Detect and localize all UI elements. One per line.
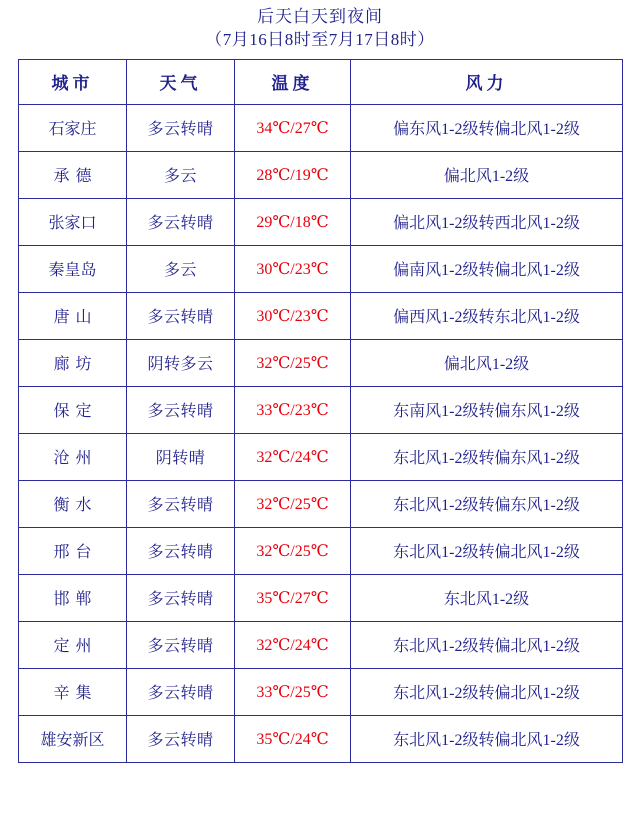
- cell-city: [19, 621, 127, 668]
- weather-table: [18, 59, 623, 763]
- cell-temperature: [235, 574, 351, 621]
- cell-weather: [127, 527, 235, 574]
- cell-weather: [127, 292, 235, 339]
- column-header-weather: 天气: [127, 59, 235, 104]
- city-name: 保定: [53, 403, 98, 421]
- page-subtitle: （7月16日8时至7月17日8时）: [205, 29, 435, 49]
- weather-condition: 多云转晴: [147, 121, 214, 139]
- cell-wind: [351, 245, 623, 292]
- cell-temperature: [235, 339, 351, 386]
- cell-city: [19, 151, 127, 198]
- weather-condition: 多云转晴: [147, 544, 214, 562]
- temperature-range: 33℃/25℃: [256, 683, 329, 701]
- wind-description: 东北风1-2级: [443, 591, 530, 609]
- temperature-range: 32℃/24℃: [256, 636, 329, 654]
- table-row: [19, 151, 623, 198]
- wind-description: 偏北风1-2级转西北风1-2级: [393, 215, 580, 233]
- cell-city: [19, 198, 127, 245]
- cell-wind: [351, 151, 623, 198]
- column-header-city: 城市: [19, 59, 127, 104]
- wind-description: 东北风1-2级转偏东风1-2级: [393, 450, 580, 468]
- cell-weather: [127, 339, 235, 386]
- wind-description: 东北风1-2级转偏北风1-2级: [393, 638, 580, 656]
- temperature-range: 30℃/23℃: [256, 260, 329, 278]
- temperature-range: 28℃/19℃: [256, 166, 329, 184]
- table-row: [19, 480, 623, 527]
- temperature-range: 32℃/25℃: [256, 542, 329, 560]
- cell-temperature: [235, 292, 351, 339]
- cell-temperature: [235, 668, 351, 715]
- cell-wind: [351, 574, 623, 621]
- cell-weather: [127, 574, 235, 621]
- cell-city: [19, 668, 127, 715]
- weather-condition: 多云: [163, 262, 197, 280]
- cell-temperature: [235, 433, 351, 480]
- table-row: [19, 104, 623, 151]
- temperature-range: 30℃/23℃: [256, 307, 329, 325]
- cell-city: [19, 527, 127, 574]
- cell-temperature: [235, 151, 351, 198]
- table-header: [19, 59, 623, 104]
- cell-weather: [127, 151, 235, 198]
- cell-city: [19, 715, 127, 762]
- cell-wind: [351, 339, 623, 386]
- table-row: [19, 292, 623, 339]
- city-name: 邢台: [53, 544, 98, 562]
- city-name: 定州: [53, 638, 98, 656]
- city-name: 秦皇岛: [48, 262, 97, 280]
- cell-wind: [351, 198, 623, 245]
- cell-temperature: [235, 480, 351, 527]
- cell-city: [19, 104, 127, 151]
- table-row: [19, 574, 623, 621]
- city-name: 雄安新区: [40, 732, 105, 750]
- wind-description: 偏西风1-2级转东北风1-2级: [393, 309, 580, 327]
- wind-description: 东南风1-2级转偏东风1-2级: [393, 403, 580, 421]
- weather-condition: 多云转晴: [147, 309, 214, 327]
- cell-weather: [127, 715, 235, 762]
- column-header-wind: 风力: [351, 59, 623, 104]
- temperature-range: 32℃/24℃: [256, 448, 329, 466]
- cell-weather: [127, 621, 235, 668]
- cell-weather: [127, 668, 235, 715]
- table-row: [19, 527, 623, 574]
- wind-description: 东北风1-2级转偏北风1-2级: [393, 544, 580, 562]
- city-name: 承德: [53, 168, 98, 186]
- city-name: 张家口: [48, 215, 97, 233]
- cell-city: [19, 574, 127, 621]
- cell-temperature: [235, 715, 351, 762]
- table-row: [19, 433, 623, 480]
- temperature-range: 34℃/27℃: [256, 119, 329, 137]
- city-name: 石家庄: [48, 121, 97, 139]
- cell-city: [19, 339, 127, 386]
- wind-description: 偏东风1-2级转偏北风1-2级: [393, 121, 580, 139]
- cell-wind: [351, 386, 623, 433]
- cell-weather: [127, 198, 235, 245]
- weather-condition: 多云转晴: [147, 497, 214, 515]
- table-row: [19, 339, 623, 386]
- cell-wind: [351, 668, 623, 715]
- cell-temperature: [235, 198, 351, 245]
- temperature-range: 32℃/25℃: [256, 495, 329, 513]
- cell-city: [19, 292, 127, 339]
- wind-description: 东北风1-2级转偏北风1-2级: [393, 732, 580, 750]
- table-row: [19, 245, 623, 292]
- city-name: 沧州: [53, 450, 98, 468]
- table-row: [19, 621, 623, 668]
- cell-wind: [351, 621, 623, 668]
- cell-city: [19, 245, 127, 292]
- temperature-range: 35℃/27℃: [256, 589, 329, 607]
- cell-city: [19, 433, 127, 480]
- cell-temperature: [235, 527, 351, 574]
- city-name: 衡水: [53, 497, 98, 515]
- page-title: 后天白天到夜间: [257, 7, 383, 26]
- weather-condition: 多云转晴: [147, 215, 214, 233]
- weather-condition: 多云转晴: [147, 685, 214, 703]
- column-header-temperature: 温度: [235, 59, 351, 104]
- temperature-range: 33℃/23℃: [256, 401, 329, 419]
- city-name: 廊坊: [53, 356, 98, 374]
- weather-condition: 多云: [163, 168, 197, 186]
- wind-description: 东北风1-2级转偏东风1-2级: [393, 497, 580, 515]
- table-row: [19, 668, 623, 715]
- cell-weather: [127, 104, 235, 151]
- cell-city: [19, 386, 127, 433]
- table-row: [19, 386, 623, 433]
- cell-city: [19, 480, 127, 527]
- wind-description: 偏北风1-2级: [443, 356, 530, 374]
- table-header-row: [19, 59, 623, 104]
- cell-temperature: [235, 245, 351, 292]
- weather-condition: 多云转晴: [147, 732, 214, 750]
- wind-description: 偏北风1-2级: [443, 168, 530, 186]
- cell-weather: [127, 433, 235, 480]
- city-name: 辛集: [53, 685, 98, 703]
- temperature-range: 32℃/25℃: [256, 354, 329, 372]
- cell-wind: [351, 715, 623, 762]
- table-row: [19, 198, 623, 245]
- table-body: [19, 104, 623, 762]
- cell-weather: [127, 386, 235, 433]
- cell-wind: [351, 292, 623, 339]
- cell-temperature: [235, 104, 351, 151]
- cell-wind: [351, 480, 623, 527]
- cell-temperature: [235, 621, 351, 668]
- wind-description: 东北风1-2级转偏北风1-2级: [393, 685, 580, 703]
- cell-wind: [351, 433, 623, 480]
- cell-temperature: [235, 386, 351, 433]
- cell-weather: [127, 480, 235, 527]
- cell-weather: [127, 245, 235, 292]
- title-block: [18, 6, 622, 52]
- wind-description: 偏南风1-2级转偏北风1-2级: [393, 262, 580, 280]
- weather-condition: 阴转晴: [155, 450, 206, 468]
- table-row: [19, 715, 623, 762]
- weather-condition: 多云转晴: [147, 638, 214, 656]
- weather-condition: 阴转多云: [147, 356, 214, 374]
- city-name: 唐山: [53, 309, 98, 327]
- cell-wind: [351, 104, 623, 151]
- weather-condition: 多云转晴: [147, 403, 214, 421]
- weather-condition: 多云转晴: [147, 591, 214, 609]
- temperature-range: 35℃/24℃: [256, 730, 329, 748]
- cell-wind: [351, 527, 623, 574]
- city-name: 邯郸: [53, 591, 98, 609]
- temperature-range: 29℃/18℃: [256, 213, 329, 231]
